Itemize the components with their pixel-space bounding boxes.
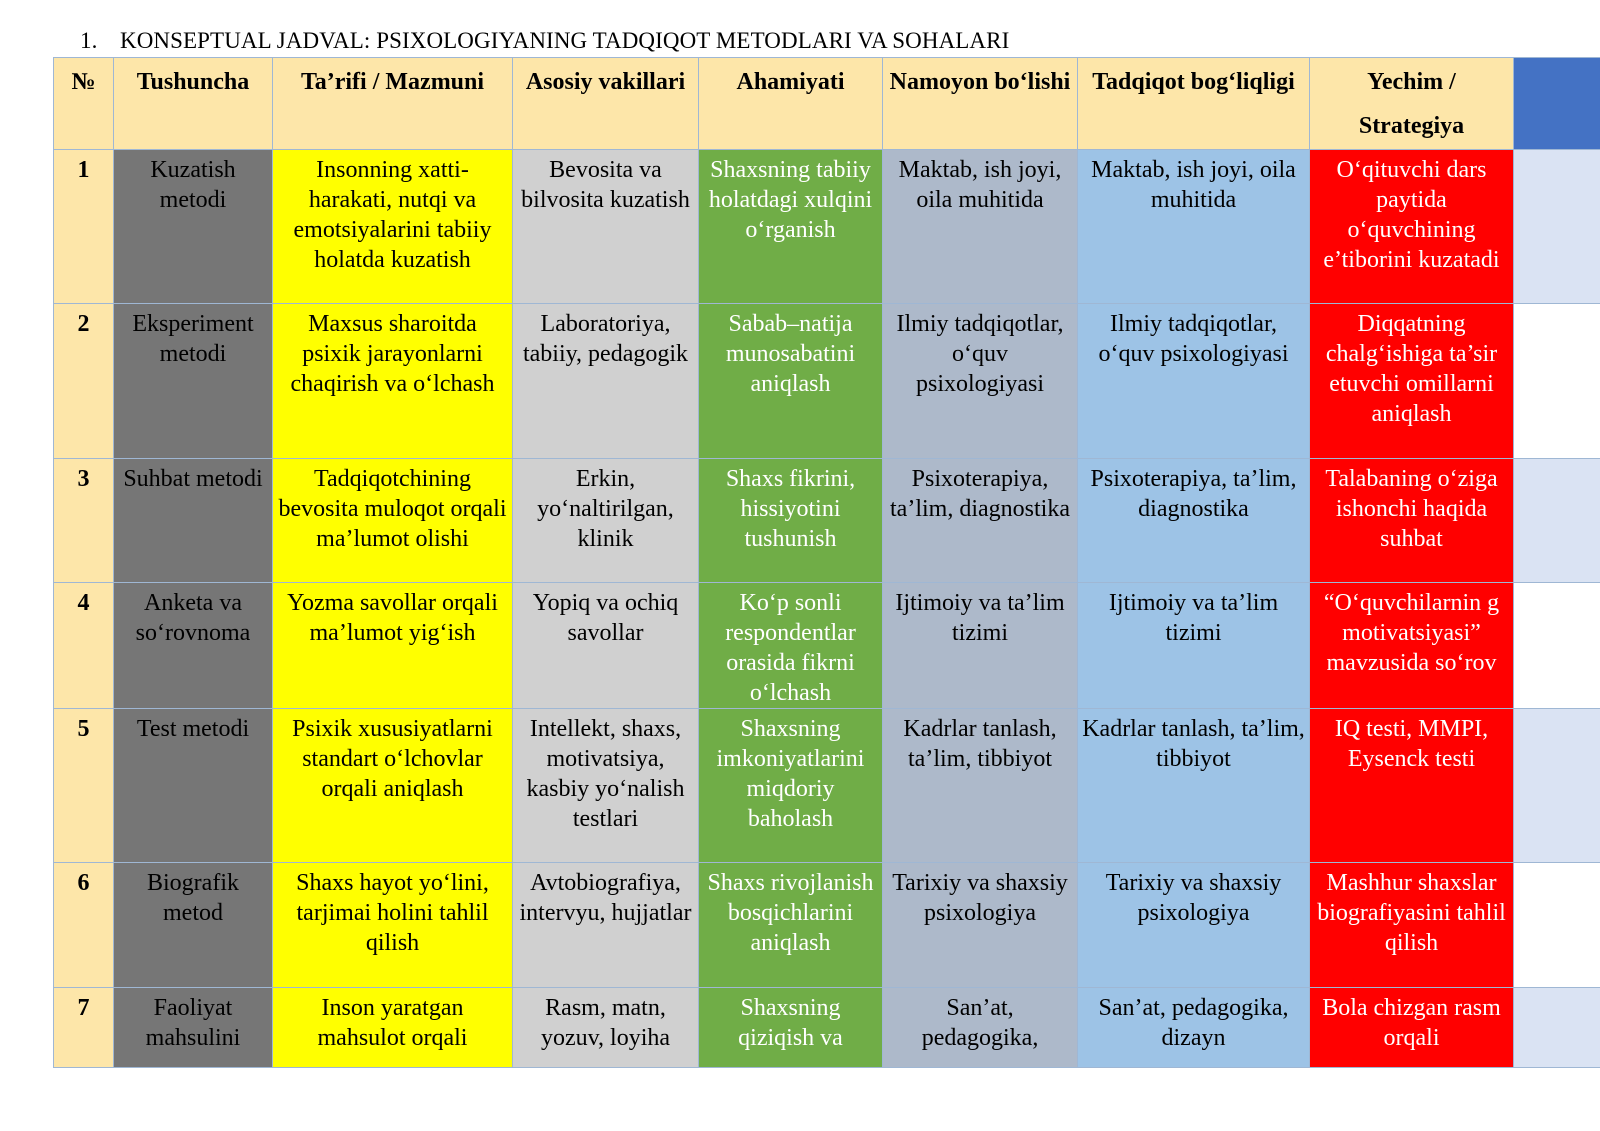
cell-solution: O‘qituvchi dars paytida o‘quvchining e’tiborini kuzatadi (1310, 150, 1514, 304)
cell-manifestation: Kadrlar tanlash, ta’lim, tibbiyot (883, 709, 1078, 863)
header-manifestation: Namoyon bo‘lishi (883, 58, 1078, 150)
cell-representatives: Intellekt, shaxs, motivatsiya, kasbiy yo‘nalish testlari (513, 709, 699, 863)
cell-solution: IQ testi, MMPI, Eysenck testi (1310, 709, 1514, 863)
cell-num: 5 (54, 709, 114, 863)
cell-manifestation: Tarixiy va shaxsiy psixologiya (883, 863, 1078, 988)
cell-definition: Maxsus sharoitda psixik jarayonlarni chaqirish va o‘lchash (273, 304, 513, 459)
cell-num: 3 (54, 459, 114, 583)
table-row (54, 709, 1600, 863)
cell-extra (1514, 150, 1600, 304)
cell-solution: Diqqatning chalg‘ishiga ta’sir etuvchi omillarni aniqlash (1310, 304, 1514, 459)
cell-research: Ijtimoiy va ta’lim tizimi (1078, 583, 1310, 709)
table-row (54, 583, 1600, 709)
title-text: KONSEPTUAL JADVAL: PSIXOLOGIYANING TADQIQOT METODLARI VA SOHALARI (120, 28, 1010, 53)
cell-representatives: Yopiq va ochiq savollar (513, 583, 699, 709)
cell-term: Test metodi (114, 709, 273, 863)
cell-solution: Mashhur shaxslar biografiyasini tahlil qilish (1310, 863, 1514, 988)
cell-definition: Tadqiqotchining bevosita muloqot orqali ma’lumot olishi (273, 459, 513, 583)
cell-importance: Shaxsning imkoniyatlarini miqdoriy baholash (699, 709, 883, 863)
cell-importance: Ko‘p sonli respondentlar orasida fikrni o‘lchash (699, 583, 883, 709)
table-row (54, 459, 1600, 583)
cell-representatives: Laboratoriya, tabiiy, pedagogik (513, 304, 699, 459)
cell-term: Biografik metod (114, 863, 273, 988)
table-row (54, 988, 1600, 1068)
cell-representatives: Rasm, matn, yozuv, loyiha (513, 988, 699, 1068)
cell-research: Tarixiy va shaxsiy psixologiya (1078, 863, 1310, 988)
cell-importance: Shaxsning tabiiy holatdagi xulqini o‘rganish (699, 150, 883, 304)
header-row (54, 58, 1600, 150)
cell-term: Faoliyat mahsulini (114, 988, 273, 1068)
cell-definition: Psixik xususiyatlarni standart o‘lchovlar orqali aniqlash (273, 709, 513, 863)
cell-importance: Shaxs rivojlanish bosqichlarini aniqlash (699, 863, 883, 988)
header-num: № (54, 58, 114, 150)
concept-table (53, 57, 1600, 1068)
cell-definition: Insonning xatti-harakati, nutqi va emotsiyalarini tabiiy holatda kuzatish (273, 150, 513, 304)
cell-manifestation: Ilmiy tadqiqotlar, o‘quv psixologiyasi (883, 304, 1078, 459)
cell-term: Suhbat metodi (114, 459, 273, 583)
table-row (54, 304, 1600, 459)
cell-definition: Shaxs hayot yo‘lini, tarjimai holini tahlil qilish (273, 863, 513, 988)
cell-research: Maktab, ish joyi, oila muhitida (1078, 150, 1310, 304)
cell-manifestation: Psixoterapiya, ta’lim, diagnostika (883, 459, 1078, 583)
table-container (53, 57, 1600, 1070)
cell-num: 6 (54, 863, 114, 988)
cell-term: Kuzatish metodi (114, 150, 273, 304)
table-row (54, 863, 1600, 988)
cell-research: Kadrlar tanlash, ta’lim, tibbiyot (1078, 709, 1310, 863)
cell-solution: “O‘quvchilarnin g motivatsiyasi” mavzusida so‘rov (1310, 583, 1514, 709)
header-extra-column (1514, 58, 1600, 150)
cell-solution: Bola chizgan rasm orqali (1310, 988, 1514, 1068)
header-representatives: Asosiy vakillari (513, 58, 699, 150)
cell-extra (1514, 304, 1600, 459)
cell-representatives: Erkin, yo‘naltirilgan, klinik (513, 459, 699, 583)
cell-importance: Shaxs fikrini, hissiyotini tushunish (699, 459, 883, 583)
cell-research: San’at, pedagogika, dizayn (1078, 988, 1310, 1068)
table-row (54, 150, 1600, 304)
cell-num: 4 (54, 583, 114, 709)
cell-extra (1514, 988, 1600, 1068)
cell-representatives: Avtobiografiya, intervyu, hujjatlar (513, 863, 699, 988)
cell-definition: Yozma savollar orqali ma’lumot yig‘ish (273, 583, 513, 709)
header-research: Tadqiqot bog‘liqligi (1078, 58, 1310, 150)
cell-extra (1514, 709, 1600, 863)
cell-term: Eksperiment metodi (114, 304, 273, 459)
header-term: Tushuncha (114, 58, 273, 150)
cell-importance: Sabab–natija munosabatini aniqlash (699, 304, 883, 459)
cell-extra (1514, 459, 1600, 583)
title-number: 1. (80, 28, 98, 53)
cell-manifestation: San’at, pedagogika, (883, 988, 1078, 1068)
cell-representatives: Bevosita va bilvosita kuzatish (513, 150, 699, 304)
cell-manifestation: Ijtimoiy va ta’lim tizimi (883, 583, 1078, 709)
cell-extra (1514, 863, 1600, 988)
header-definition: Ta’rifi / Mazmuni (273, 58, 513, 150)
cell-num: 7 (54, 988, 114, 1068)
cell-definition: Inson yaratgan mahsulot orqali (273, 988, 513, 1068)
header-solution: Yechim / Strategiya (1310, 58, 1514, 150)
cell-num: 2 (54, 304, 114, 459)
cell-research: Psixoterapiya, ta’lim, diagnostika (1078, 459, 1310, 583)
cell-research: Ilmiy tadqiqotlar, o‘quv psixologiyasi (1078, 304, 1310, 459)
cell-importance: Shaxsning qiziqish va (699, 988, 883, 1068)
document-title (80, 28, 1009, 54)
cell-term: Anketa va so‘rovnoma (114, 583, 273, 709)
cell-num: 1 (54, 150, 114, 304)
cell-solution: Talabaning o‘ziga ishonchi haqida suhbat (1310, 459, 1514, 583)
header-importance: Ahamiyati (699, 58, 883, 150)
cell-manifestation: Maktab, ish joyi, oila muhitida (883, 150, 1078, 304)
cell-extra (1514, 583, 1600, 709)
